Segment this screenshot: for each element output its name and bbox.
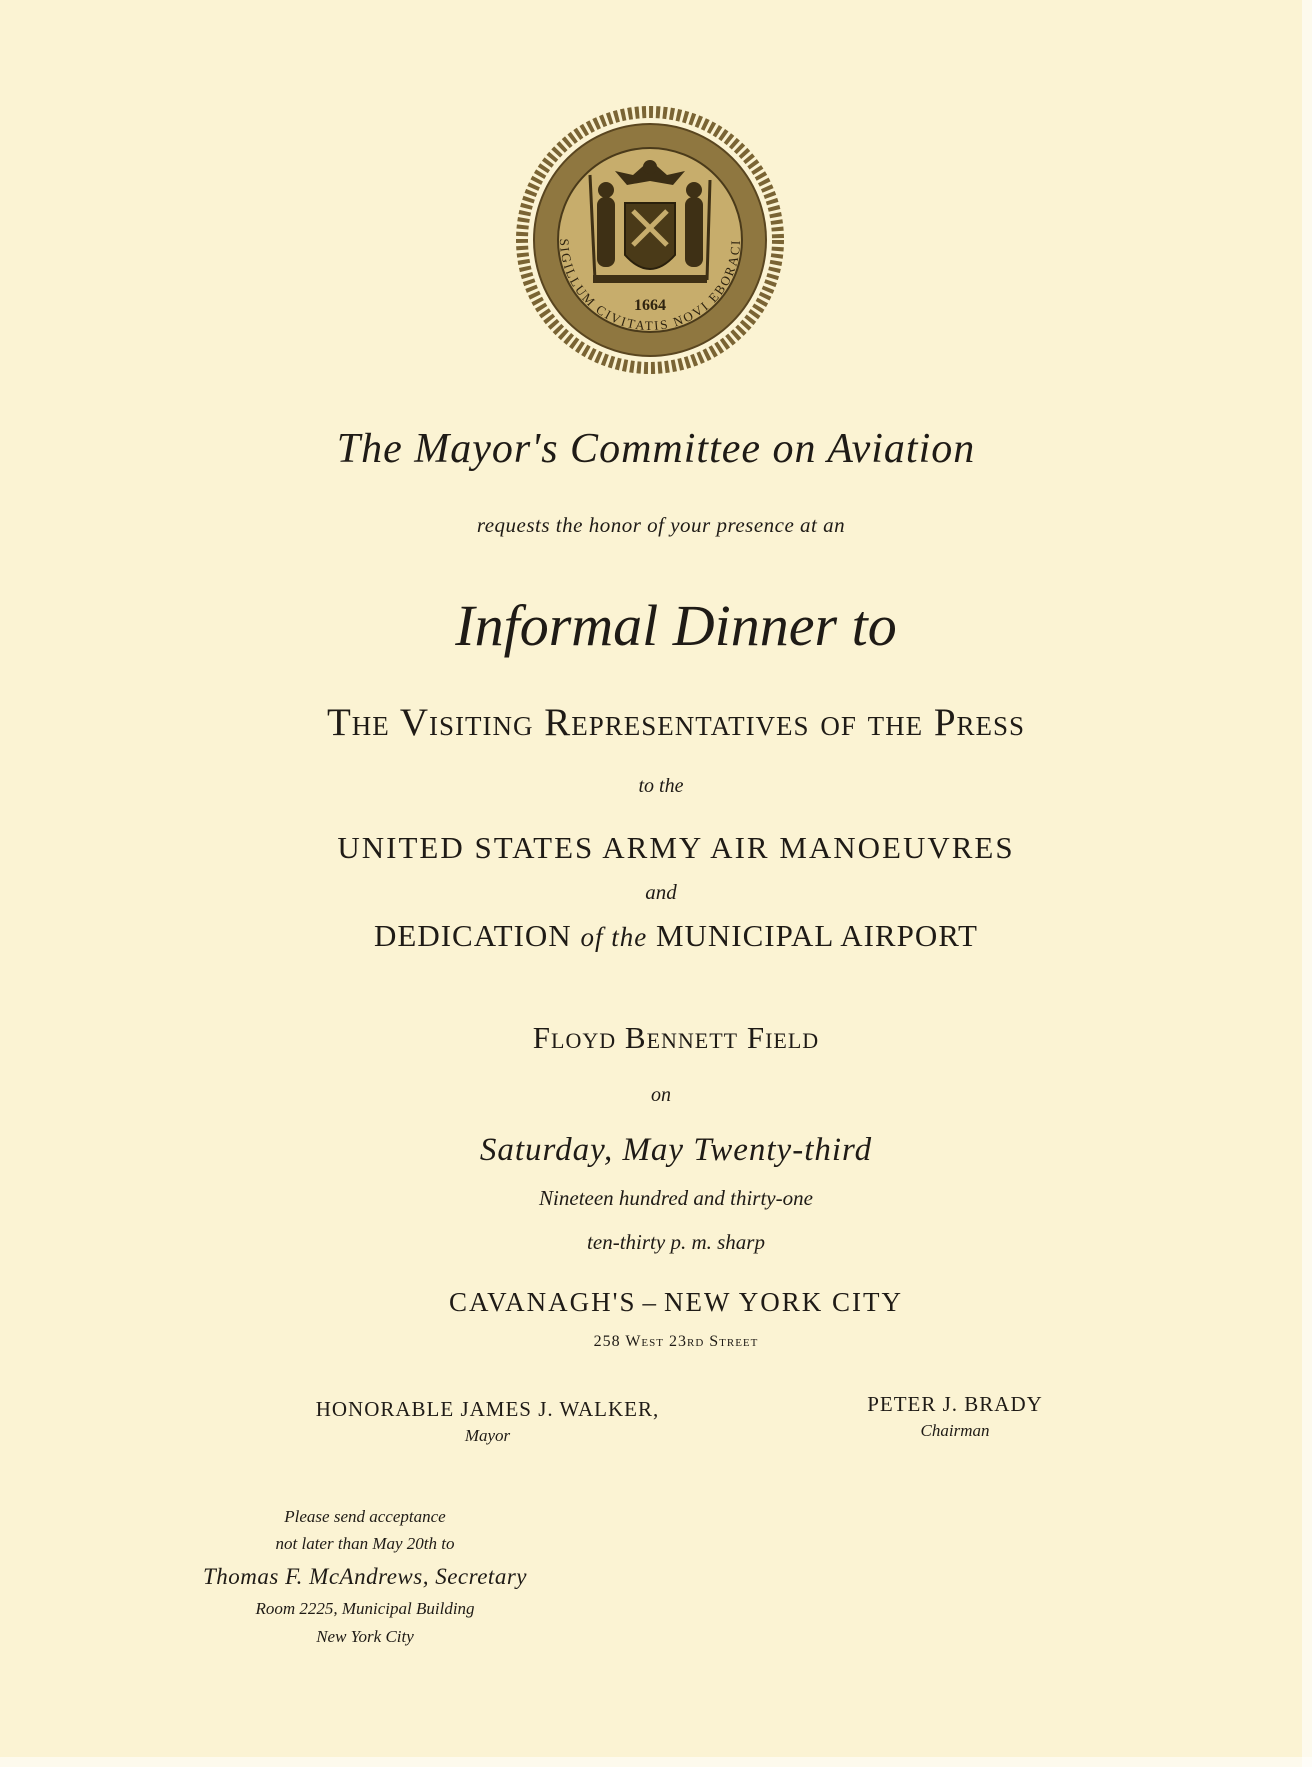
dedication-airport: MUNICIPAL AIRPORT [655,918,978,953]
rsvp-room: Room 2225, Municipal Building [255,1599,475,1618]
dedication-of-the: of the [580,922,648,952]
rsvp-city: New York City [316,1627,414,1646]
rsvp-line-2: not later than May 20th to [275,1534,455,1553]
seal-ring-text: SIGILLUM CIVITATIS NOVI EBORACI [556,238,744,334]
venue-line [20,1287,1312,1318]
manoeuvres-line: UNITED STATES ARMY AIR MANOEUVRES [337,830,1015,865]
venue-city: NEW YORK CITY [663,1287,903,1317]
dash-ornament: – [642,1287,658,1317]
venue-name: CAVANAGH'S [449,1287,637,1317]
guests-line: The Visiting Representatives of the Press [326,701,1026,744]
venue-street: 258 West 23rd Street [593,1333,759,1350]
mayor-title: Mayor [464,1426,511,1445]
on-line: on [651,1084,671,1106]
signatory-mayor [300,1397,675,1446]
event-year: Nineteen hundred and thirty-one [539,1186,813,1210]
dedication-line [20,918,1312,954]
to-the-line: to the [638,775,684,797]
event-date: Saturday, May Twenty-third [479,1132,873,1168]
chairman-name: PETER J. BRADY [867,1392,1043,1416]
seal-year: 1664 [634,297,666,314]
committee-heading: The Mayor's Committee on Aviation [336,426,976,472]
rsvp-secretary: Thomas F. McAndrews, Secretary [203,1564,527,1589]
signatory-chairman [840,1392,1070,1441]
chairman-title: Chairman [920,1421,990,1440]
rsvp-block [170,1503,560,1651]
rsvp-line-1: Please send acceptance [284,1507,446,1526]
dedication-word: DEDICATION [374,918,572,953]
mayor-name: HONORABLE JAMES J. WALKER, [315,1397,660,1421]
event-title: Informal Dinner to [455,593,897,658]
event-time: ten-thirty p. m. sharp [587,1230,765,1254]
city-seal-image [515,105,785,375]
and-line: and [645,880,677,904]
field-name: Floyd Bennett Field [532,1020,820,1055]
request-line: requests the honor of your presence at an [476,513,846,537]
